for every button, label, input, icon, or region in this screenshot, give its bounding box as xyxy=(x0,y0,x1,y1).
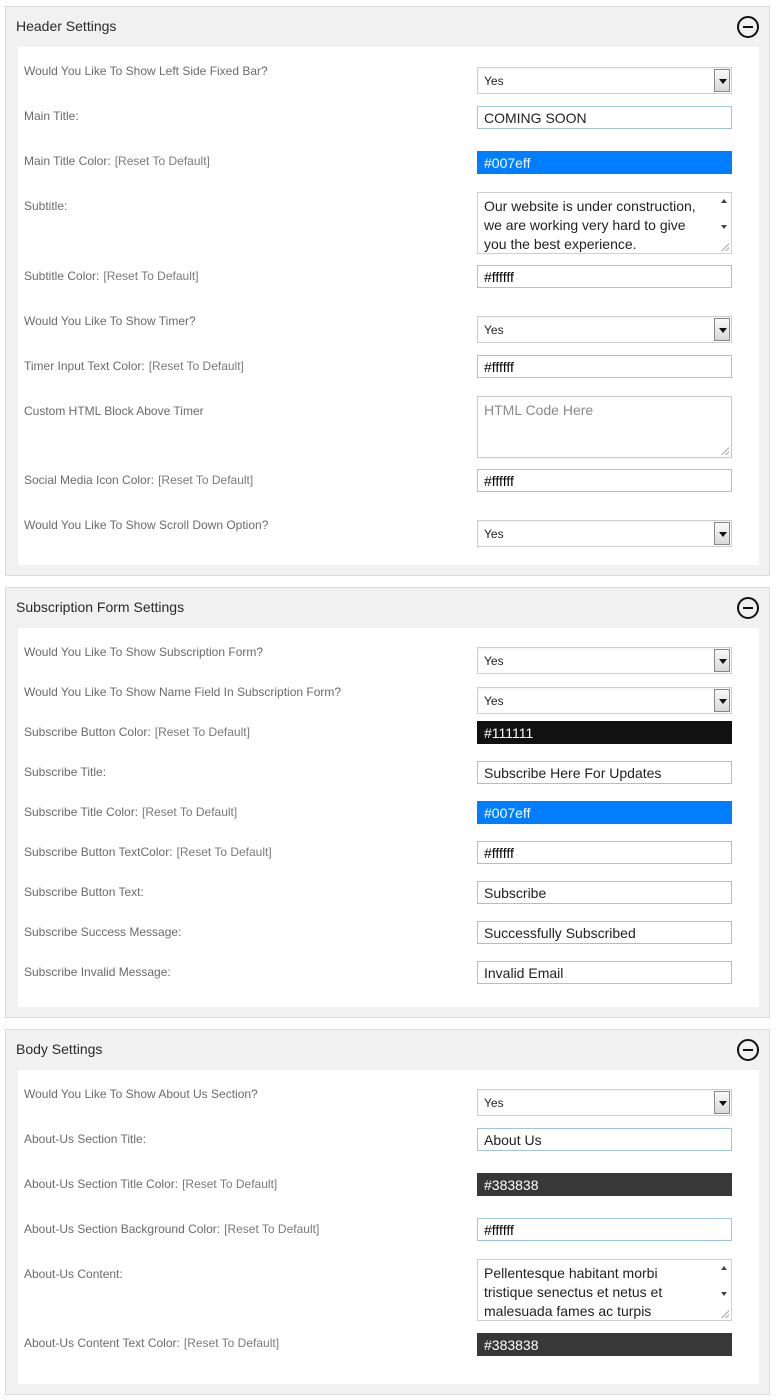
success-message-label: Subscribe Success Message: xyxy=(24,925,182,939)
show-timer-label: Would You Like To Show Timer? xyxy=(24,314,196,328)
about-title-color-input[interactable]: #383838 xyxy=(477,1173,732,1196)
scroll-up-icon[interactable] xyxy=(721,1266,727,1270)
reset-link[interactable]: [Reset To Default] xyxy=(114,154,210,168)
subtitle-label: Subtitle: xyxy=(24,199,68,213)
button-text-label: Subscribe Button Text: xyxy=(24,885,144,899)
header-settings-body xyxy=(18,47,759,565)
button-text-input[interactable]: Subscribe xyxy=(477,881,732,904)
panel-title: Subscription Form Settings xyxy=(16,599,185,615)
reset-link[interactable]: [Reset To Default] xyxy=(183,1336,280,1350)
subscribe-title-input[interactable]: Subscribe Here For Updates xyxy=(477,761,732,784)
scroll-down-label: Would You Like To Show Scroll Down Option? xyxy=(24,518,269,532)
collapse-icon[interactable] xyxy=(737,1039,759,1061)
reset-link[interactable]: [Reset To Default] xyxy=(103,269,199,283)
reset-link[interactable]: [Reset To Default] xyxy=(158,473,254,487)
body-settings-header xyxy=(6,1030,769,1070)
header-settings-panel xyxy=(5,6,770,576)
show-form-select[interactable] xyxy=(477,647,732,674)
select-value: Yes xyxy=(484,527,504,541)
invalid-message-input[interactable]: Invalid Email xyxy=(477,961,732,984)
panel-title: Header Settings xyxy=(16,18,117,34)
social-color-label: Social Media Icon Color: [Reset To Default] xyxy=(24,473,254,487)
select-value: Yes xyxy=(484,323,504,337)
subtitle-text: Our website is under construction, we are working very hard to give you the best experience. xyxy=(484,198,696,252)
body-settings-body xyxy=(18,1070,759,1384)
reset-link[interactable]: [Reset To Default] xyxy=(224,1222,320,1236)
left-bar-select[interactable] xyxy=(477,67,732,94)
custom-html-textarea[interactable] xyxy=(477,396,732,458)
reset-link[interactable]: [Reset To Default] xyxy=(176,845,272,859)
collapse-icon[interactable] xyxy=(737,597,759,619)
about-text-color-label: About-Us Content Text Color: [Reset To Default] xyxy=(24,1336,280,1350)
about-text-color-input[interactable]: #383838 xyxy=(477,1333,732,1356)
scroll-up-icon[interactable] xyxy=(721,199,727,203)
about-bg-color-label: About-Us Section Background Color: [Reset To Default] xyxy=(24,1222,320,1236)
subtitle-textarea[interactable] xyxy=(477,192,732,254)
panel-title: Body Settings xyxy=(16,1041,103,1057)
custom-html-placeholder: HTML Code Here xyxy=(484,402,594,418)
chevron-down-icon[interactable] xyxy=(714,318,730,341)
main-title-input[interactable]: COMING SOON xyxy=(477,106,732,129)
subscribe-title-color-label: Subscribe Title Color: [Reset To Default] xyxy=(24,805,238,819)
show-about-label: Would You Like To Show About Us Section? xyxy=(24,1087,258,1101)
body-settings-panel xyxy=(5,1029,770,1395)
show-form-label: Would You Like To Show Subscription Form? xyxy=(24,645,264,659)
about-content-label: About-Us Content: xyxy=(24,1267,123,1281)
subscribe-title-label: Subscribe Title: xyxy=(24,765,107,779)
about-title-color-label: About-Us Section Title Color: [Reset To Default] xyxy=(24,1177,278,1191)
about-title-label: About-Us Section Title: xyxy=(24,1132,147,1146)
timer-color-input[interactable]: #ffffff xyxy=(477,355,732,378)
show-name-label: Would You Like To Show Name Field In Subscription Form? xyxy=(24,685,342,699)
main-title-color-input[interactable]: #007eff xyxy=(477,151,732,174)
subscription-settings-body xyxy=(18,628,759,1007)
success-message-input[interactable]: Successfully Subscribed xyxy=(477,921,732,944)
chevron-down-icon[interactable] xyxy=(714,1091,730,1114)
resize-grip-icon[interactable] xyxy=(721,243,729,251)
main-title-color-label: Main Title Color: [Reset To Default] xyxy=(24,154,210,168)
collapse-icon[interactable] xyxy=(737,16,759,38)
custom-html-label: Custom HTML Block Above Timer xyxy=(24,404,204,418)
button-color-label: Subscribe Button Color: [Reset To Default] xyxy=(24,725,250,739)
subscription-settings-panel xyxy=(5,587,770,1018)
reset-link[interactable]: [Reset To Default] xyxy=(148,359,244,373)
about-content-textarea[interactable] xyxy=(477,1259,732,1321)
invalid-message-label: Subscribe Invalid Message: xyxy=(24,965,171,979)
chevron-down-icon[interactable] xyxy=(714,649,730,672)
about-bg-color-input[interactable]: #ffffff xyxy=(477,1218,732,1241)
scroll-down-select[interactable] xyxy=(477,520,732,547)
main-title-label: Main Title: xyxy=(24,109,79,123)
subscribe-title-color-input[interactable]: #007eff xyxy=(477,801,732,824)
subscription-settings-header xyxy=(6,588,769,628)
social-color-input[interactable]: #ffffff xyxy=(477,469,732,492)
reset-link[interactable]: [Reset To Default] xyxy=(182,1177,278,1191)
about-title-input[interactable]: About Us xyxy=(477,1128,732,1151)
button-color-input[interactable]: #111111 xyxy=(477,721,732,744)
select-value: Yes xyxy=(484,74,504,88)
chevron-down-icon[interactable] xyxy=(714,69,730,92)
scroll-down-icon[interactable] xyxy=(721,225,727,229)
resize-grip-icon[interactable] xyxy=(721,447,729,455)
subtitle-color-input[interactable]: #ffffff xyxy=(477,265,732,288)
button-text-color-label: Subscribe Button TextColor: [Reset To Default] xyxy=(24,845,272,859)
about-content-text: Pellentesque habitant morbi tristique senectus et netus et malesuada fames ac turpis xyxy=(484,1265,663,1319)
timer-color-label: Timer Input Text Color: [Reset To Default] xyxy=(24,359,244,373)
chevron-down-icon[interactable] xyxy=(714,689,730,712)
button-text-color-input[interactable]: #ffffff xyxy=(477,841,732,864)
reset-link[interactable]: [Reset To Default] xyxy=(142,805,238,819)
show-about-select[interactable] xyxy=(477,1089,732,1116)
select-value: Yes xyxy=(484,654,504,668)
select-value: Yes xyxy=(484,694,504,708)
select-value: Yes xyxy=(484,1096,504,1110)
chevron-down-icon[interactable] xyxy=(714,522,730,545)
resize-grip-icon[interactable] xyxy=(721,1310,729,1318)
left-bar-label: Would You Like To Show Left Side Fixed Bar? xyxy=(24,64,268,78)
subtitle-color-label: Subtitle Color: [Reset To Default] xyxy=(24,269,199,283)
show-timer-select[interactable] xyxy=(477,316,732,343)
header-settings-header xyxy=(6,7,769,47)
show-name-select[interactable] xyxy=(477,687,732,714)
reset-link[interactable]: [Reset To Default] xyxy=(154,725,250,739)
scroll-down-icon[interactable] xyxy=(721,1292,727,1296)
